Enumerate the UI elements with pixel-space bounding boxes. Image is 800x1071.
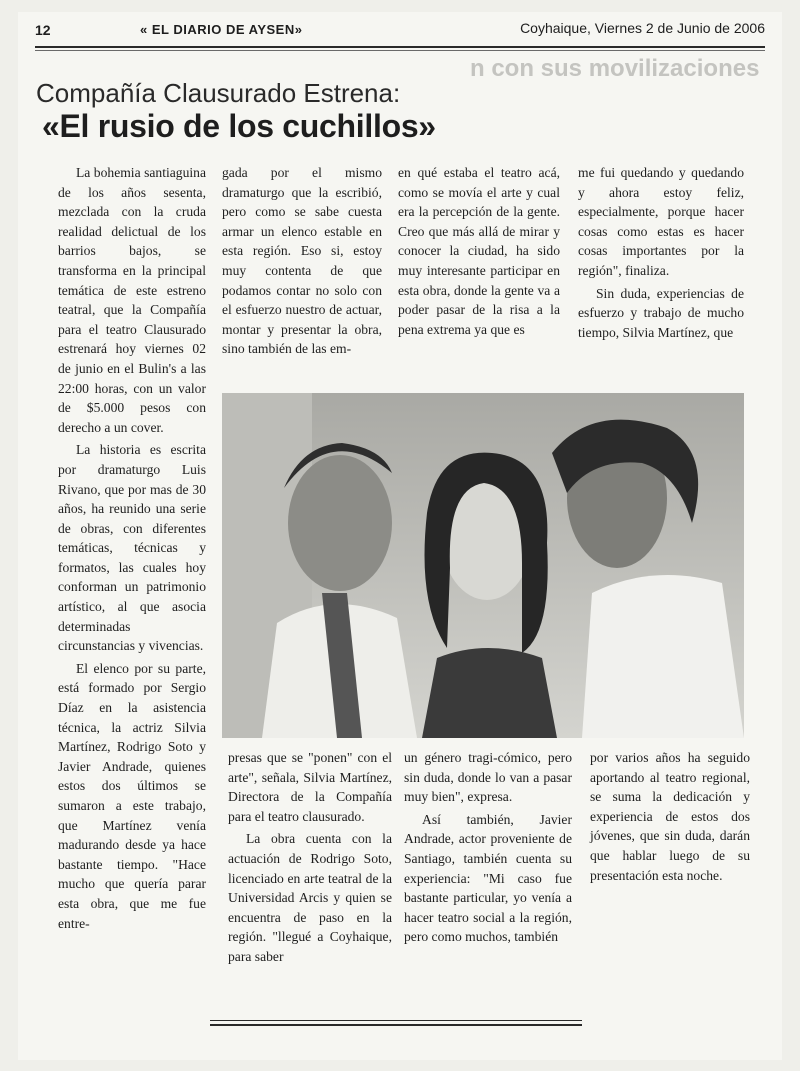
article-column-5: [228, 748, 392, 967]
article-column-6: [404, 748, 572, 947]
header-rule-thin: [35, 50, 765, 51]
paragraph: La bohemia santiaguina de los años sesenta, mezclada con la cruda realidad delictual de los barrios bajos, se transforma en la principal temática de este estreno teatral, que la Compañía para el teatro Clausurado estrenará hoy viernes 02 de junio en el Bulin's a las 22:00 horas, con un valor de $5.000 pesos con derecho a un cover.: [58, 165, 206, 435]
cast-photo-illustration: [222, 393, 744, 738]
article-headline: «El rusio de los cuchillos»: [42, 108, 436, 144]
article-column-1: [58, 163, 206, 933]
cast-photo: [222, 393, 744, 738]
paragraph: La historia es escrita por dramaturgo Luis Rivano, que por mas de 30 años, ha reunido una serie de obras, con diferentes temáticas, técnicas y formatos, las cuales hoy conforman un patrimonio artístico, al que asocia determinadas circunstancias y vivencias.: [58, 442, 206, 654]
paragraph: gada por el mismo dramaturgo que la escribió, pero como se sabe cuesta armar un elenco estable en esta región. Eso si, estoy muy contenta de que podamos contar no solo con el esfuerzo nuestro de actuar, montar y presentar la obra, sino también de las em-: [222, 165, 382, 357]
paragraph: por varios años ha seguido aportando al teatro regional, se suma la dedicación y experiencia de estos dos jóvenes, que sin duda, darán que hablar luego de su presentación esta noche.: [590, 750, 750, 883]
paragraph: Así también, Javier Andrade, actor proveniente de Santiago, también cuenta su experiencia: "Mi caso fue bastante particular, yo venía a hacer teatro social a la región, pero como muchos, también: [404, 811, 572, 945]
dateline: Coyhaique, Viernes 2 de Junio de 2006: [520, 20, 765, 36]
paragraph: presas que se "ponen" con el arte", señala, Silvia Martínez, Directora de la Compañía para el teatro clausurado.: [228, 750, 392, 824]
paragraph: Sin duda, experiencias de esfuerzo y trabajo de mucho tiempo, Silvia Martínez, que: [578, 285, 744, 340]
page-number: 12: [35, 22, 51, 38]
header-rule: [35, 46, 765, 48]
paragraph: me fui quedando y quedando y ahora estoy feliz, especialmente, porque hacer cosas como estas es hacer cosas importantes por la región", finaliza.: [578, 165, 744, 278]
article-column-4: [578, 163, 744, 342]
article-column-2: [222, 163, 382, 359]
paragraph: un género tragi-cómico, pero sin duda, donde lo van a pasar muy bien", expresa.: [404, 750, 572, 805]
article-kicker: Compañía Clausurado Estrena:: [36, 78, 401, 108]
footer-rule: [210, 1020, 582, 1021]
footer-rule-thick: [210, 1024, 582, 1026]
bleed-through-text: n con sus movilizaciones: [470, 55, 760, 82]
paragraph: La obra cuenta con la actuación de Rodrigo Soto, licenciado en arte teatral de la Universidad Arcis y quien se encuentra de paso en la región. "llegué a Coyhaique, para saber: [228, 831, 392, 964]
publication-name: « EL DIARIO DE AYSEN»: [140, 22, 303, 37]
article-column-3: [398, 163, 560, 339]
paragraph: El elenco por su parte, está formado por Sergio Díaz en la asistencia técnica, la actriz Silvia Martínez, Rodrigo Soto y Javier Andrade, quienes estos dos últimos se sumaron a este trabajo, que Martínez venía madurando desde ya hace bastante tiempo. "Hace mucho que quería parar esta obra, que me fue entre-: [58, 660, 206, 931]
article-column-7: [590, 748, 750, 885]
paragraph: en qué estaba el teatro acá, como se movía el arte y cual era la percepción de la gente. Creo que más allá de mirar y conocer la ciudad, ha sido muy interesante participar en esta obra, donde la gente va a poder pasar de la risa a la pena extrema ya que es: [398, 165, 560, 337]
